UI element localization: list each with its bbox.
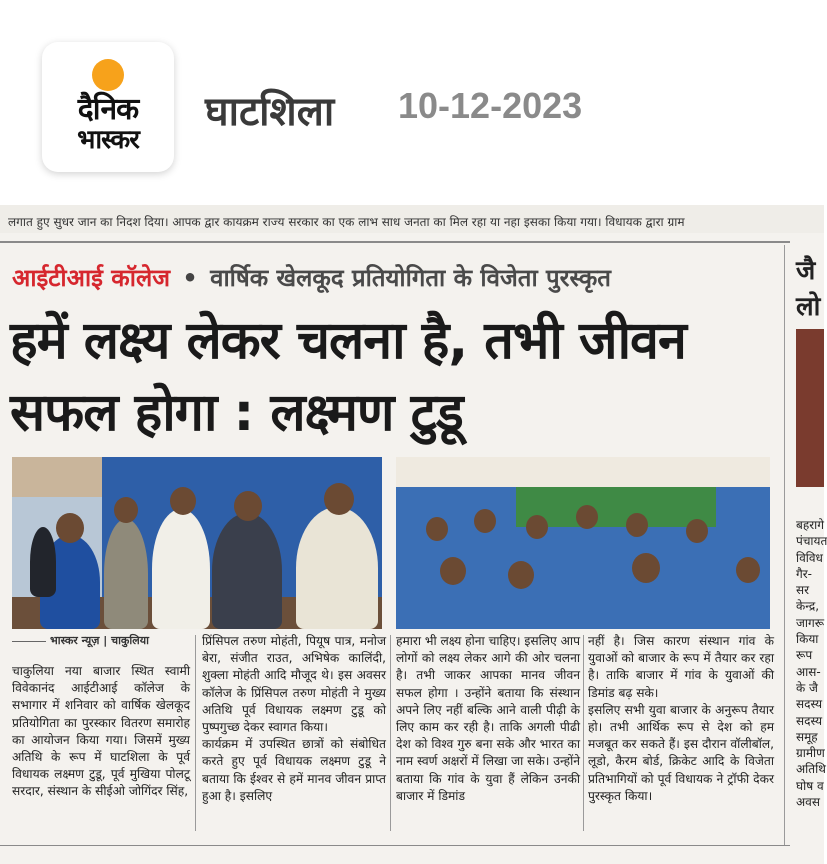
article-column-3: हमारा भी लक्ष्य होना चाहिए। इसलिए आप लोगों को लक्ष्य लेकर आगे की ओर चलना है। तभी जाकर आपका मानव जीवन सफल होगा । उन्होंने बताया कि संस्थान अपने लिए नहीं बल्कि आने वाली पीढ़ी के लिए काम कर रही है। ताकि अगली पीढी देश को विश्व गुरु बना सके और भारत का नाम स्वर्ण अक्षरों में लिखा जा सके। उन्होंने बताया कि गांव के युवा हैं लेकिन उनकी बाजार में डिमांड xyxy=(396,634,580,803)
divider xyxy=(0,845,790,846)
dainik-bhaskar-logo xyxy=(42,42,174,172)
sun-logo-icon xyxy=(92,59,124,91)
column-divider xyxy=(195,635,196,831)
newspaper-clipping xyxy=(0,205,827,864)
previous-story-strip: लगात हुए सुधर जान का निदश दिया। आपक द्वार कायक्रम राज्य सरकार का एक लाभ साध जनता का मिल रहा या नहा इसका किया गया। विधायक द्वारा ग्राम xyxy=(0,205,824,233)
photo-students-audience xyxy=(396,457,770,629)
kicker-tag: आईटीआई कॉलेज xyxy=(12,264,171,292)
news-credit: भास्कर न्यूज़ | चाकुलिया xyxy=(50,634,149,647)
side-story-divider xyxy=(784,245,785,845)
side-story-column: बहरागे पंचायत विविध गैर-सर केन्द्र, जागरू किया रूप आस- के जै सदस्य सदस्य समूह ग्रामीण अतिथि घोष व अवस xyxy=(796,518,827,810)
logo-text-dainik: दैनिक xyxy=(77,92,139,127)
edition-date: 10-12-2023 xyxy=(398,85,583,126)
photo-guests-on-stage xyxy=(12,457,382,629)
edition-city: घाटशिला xyxy=(205,89,335,135)
divider xyxy=(0,241,790,243)
story-kicker xyxy=(12,261,611,294)
kicker-bullet: • xyxy=(182,264,198,292)
credit-rule xyxy=(12,641,46,642)
article-column-1: चाकुलिया नया बाजार स्थित स्वामी विवेकानंद आईटीआई कॉलेज के सभागार में शनिवार को वार्षिक खेलकूद प्रतियोगिता का पुरस्कार वितरण समारोह का आयोजन किया गया। जिसमें मुख्य अतिथि के रूप में घाटशिला के पूर्व विधायक लक्ष्मण टुडू, पूर्व मुखिया पोलटू सरदार, संस्थान के सीईओ जोगिंदर सिंह, xyxy=(12,664,190,799)
column-divider xyxy=(583,635,584,831)
column-divider xyxy=(390,635,391,831)
kicker-subtitle: वार्षिक खेलकूद प्रतियोगिता के विजेता पुरस्कृत xyxy=(210,264,611,292)
story-headline: हमें लक्ष्य लेकर चलना है, तभी जीवन सफल होगा : लक्ष्मण टुडू xyxy=(10,311,686,443)
side-story-photo xyxy=(796,329,824,487)
logo-text-bhaskar: भास्कर xyxy=(77,125,139,155)
article-column-2: प्रिंसिपल तरुण मोहंती, पियूष पात्र, मनोज बेरा, संजीत राउत, अभिषेक कालिंदी, शुक्ला मोहंती आदि मौजूद थे। इस अवसर कॉलेज के प्रिंसिपल तरुण मोहंती ने मुख्य अतिथि पूर्व विधायक लक्ष्मण टुडू को पुष्पगुच्छ देकर स्वागत किया। कार्यक्रम में उपस्थित छात्रों को संबोधित करते हुए पूर्व विधायक लक्ष्मण टुडू ने बताया कि ईश्वर से हमें मानव जीवन प्राप्त हुआ है। इसलिए xyxy=(202,634,386,803)
side-story-headline: जै लो xyxy=(796,256,821,322)
article-column-4: नहीं है। जिस कारण संस्थान गांव के युवाओं को बाजार के रूप में तैयार कर रहा है। ताकि बाजार में गांव के युवाओं की डिमांड बढ़ सके। इसलिए सभी युवा बाजार के अनुरूप तैयार हो। तभी आर्थिक रूप से देश को हम मजबूत कर सकते हैं। इस दौरान वॉलीबॉल, लूडो, कैरम बोर्ड, क्रिकेट आदि के विजेता प्रतिभागियों को पूर्व विधायक ने ट्रॉफी देकर पुरस्कृत किया। xyxy=(588,634,774,803)
page-header xyxy=(0,0,824,205)
